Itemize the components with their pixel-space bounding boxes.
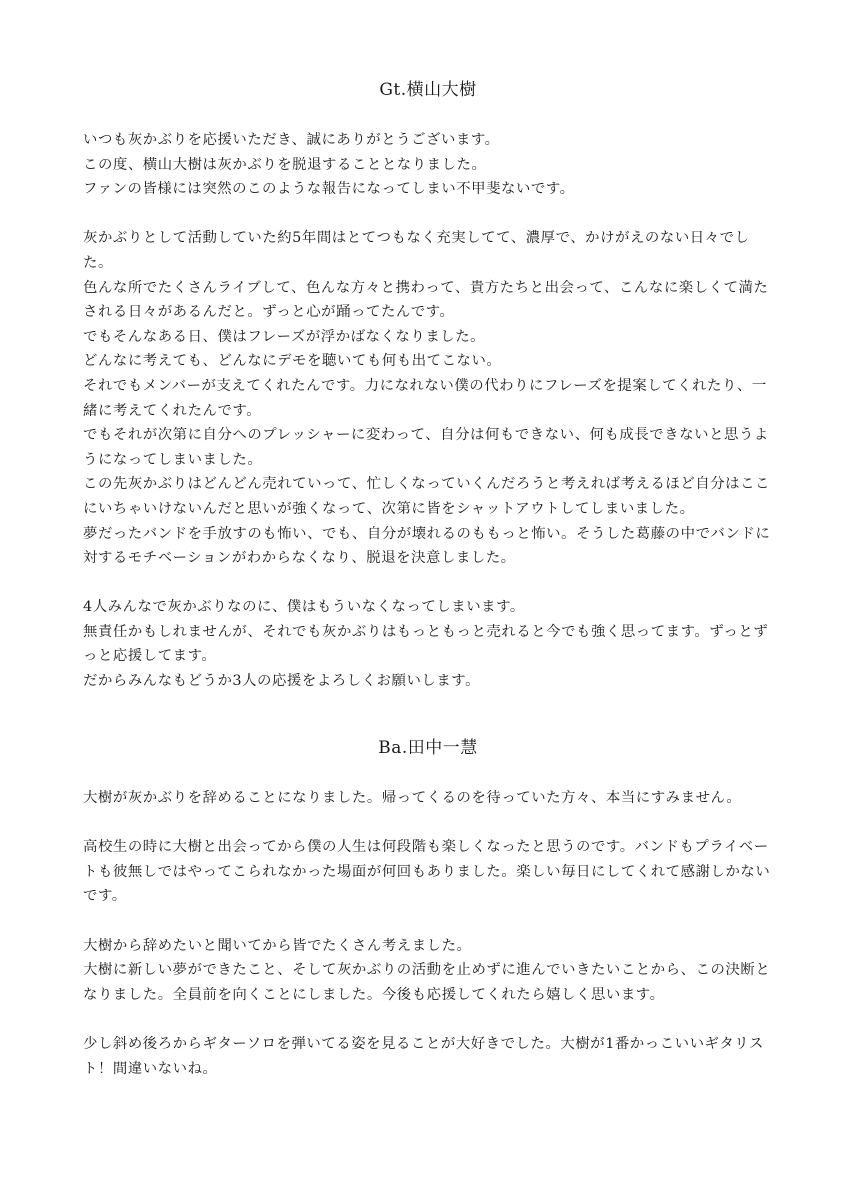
text-line: 灰かぶりとして活動していた約5年間はとてつもなく充実してて、濃厚で、かけがえのない日々でした。 [83, 230, 750, 271]
text-line: 大樹に新しい夢ができたこと、そして灰かぶりの活動を止めずに進んでいきたいことから、この決断となりました。全員前を向くことにしました。今後も応援してくれたら嬉しく思います。 [83, 962, 771, 1003]
section-title: Gt.横山大樹 [379, 80, 477, 100]
statement-section-yokoyama [83, 78, 773, 694]
text-line: 大樹から辞めたいと聞いてから皆でたくさん考えました。 [83, 937, 472, 954]
text-line: この度、横山大樹は灰かぶりを脱退することとなりました。 [83, 156, 487, 173]
text-line: 大樹が灰かぶりを辞めることになりました。帰ってくるのを待っていた方々、本当にすみません。 [83, 790, 742, 806]
text-line: だからみんなもどうか3人の応援をよろしくお願いします。 [83, 673, 481, 690]
text-line: いつも灰かぶりを応援いただき、誠にありがとうございます。 [83, 132, 500, 148]
text-line: それでもメンバーが支えてくれたんです。力になれない僕の代わりにフレーズを提案してくれたり、一緒に考えてくれたんです。 [83, 377, 767, 419]
text-line: どんなに考えても、どんなにデモを聴いても何も出てこない。 [83, 353, 502, 370]
text-line: ファンの皆様には突然のこのような報告になってしまい不甲斐ないです。 [83, 181, 575, 198]
text-line: でもそんなある日、僕はフレーズが浮かばなくなりました。 [83, 328, 486, 345]
section-body [83, 786, 773, 1081]
text-line: 高校生の時に大樹と出会ってから僕の人生は何段階も楽しくなったと思うのです。バンドもプライベートも彼無しではやってこられなかった場面が何回もありました。楽しい毎日にしてくれて感謝しかないです。 [83, 839, 771, 905]
text-line: でもそれが次第に自分へのプレッシャーに変わって、自分は何もできない、何も成長できないと思うようになってしまいました。 [83, 427, 769, 468]
section-title: Ba.田中一慧 [378, 738, 478, 758]
paragraph-gap [83, 571, 773, 596]
text-line: 夢だったバンドを手放すのも怖い、でも、自分が壊れるのももっと怖い。そうした葛藤の中でバンドに対するモチベーションがわからなくなり、脱退を決意しました。 [83, 525, 771, 567]
paragraph-gap [83, 202, 773, 227]
text-line: この先灰かぶりはどんどん売れていって、忙しくなっていくんだろうと考えれば考えるほど自分はここにいちゃいけないんだと思いが強くなって、次第に皆をシャットアウトしてしまいました。 [83, 476, 770, 517]
paragraph-gap [83, 811, 773, 836]
section-body [83, 128, 773, 694]
text-line: 色んな所でたくさんライブして、色んな方々と携わって、貴方たちと出会って、こんなに楽しくて満たされる日々があるんだと。ずっと心が踊ってたんです。 [83, 279, 769, 321]
text-line: 4人みんなで灰かぶりなのに、僕はもういなくなってしまいます。 [83, 599, 525, 616]
text-line: 少し斜め後ろからギターソロを弾いてる姿を見ることが大好きでした。大樹が1番かっこいいギタリスト！間違いないね。 [83, 1035, 764, 1077]
statement-section-tanaka [83, 736, 773, 1081]
paragraph-gap [83, 909, 773, 934]
paragraph-gap [83, 1007, 773, 1032]
text-line: 無責任かもしれませんが、それでも灰かぶりはもっともっと売れると今でも強く思ってます。ずっとずっと応援してます。 [83, 623, 769, 665]
